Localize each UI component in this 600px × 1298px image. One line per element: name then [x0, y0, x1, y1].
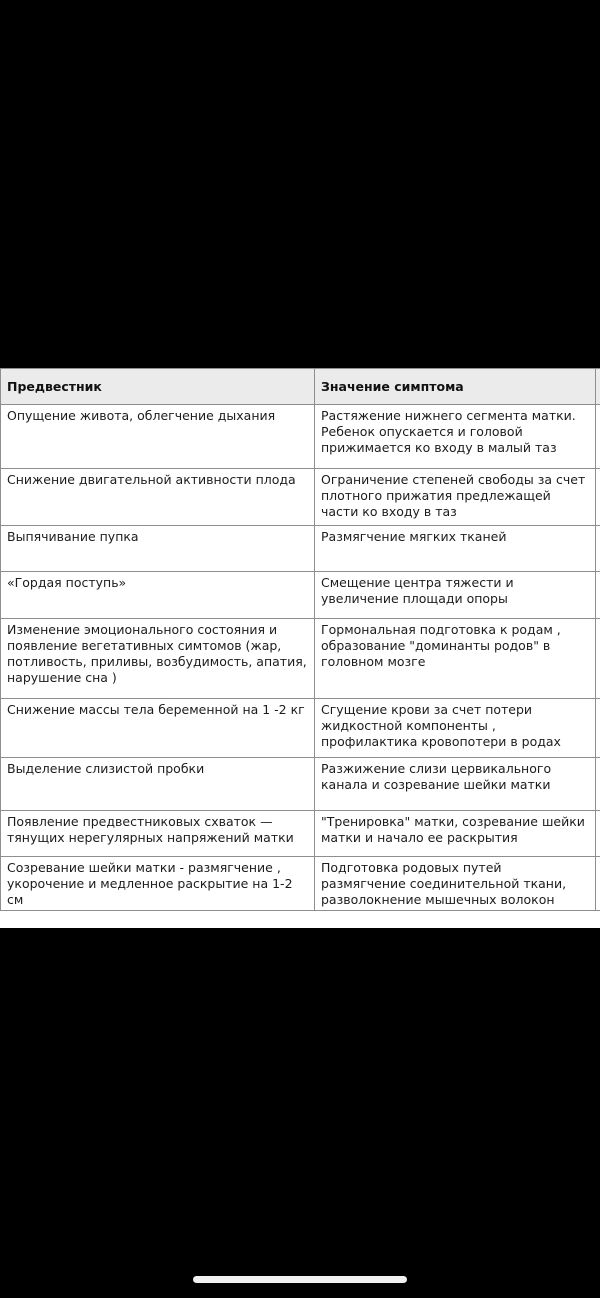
table-row [1, 758, 600, 811]
meaning-cell: Растяжение нижнего сегмента матки. Ребенок опускается и головой прижимается ко входу в малый таз [315, 405, 596, 469]
meaning-cell: Ограничение степеней свободы за счет плотного прижатия предлежащей части ко входу в таз [315, 469, 596, 526]
table-row [1, 857, 600, 911]
extra-cell-cut [596, 857, 600, 911]
meaning-cell: Разжижение слизи цервикального канала и созревание шейки матки [315, 758, 596, 811]
sign-cell: Изменение эмоционального состояния и появление вегетативных симтомов (жар, потливость, приливы, возбудимость, апатия, нарушение сна ) [1, 619, 315, 699]
sign-cell: Опущение живота, облегчение дыхания [1, 405, 315, 469]
sign-cell: Появление предвестниковых схваток — тянущих нерегулярных напряжений матки [1, 811, 315, 857]
sign-cell: «Гордая поступь» [1, 572, 315, 619]
table-row [1, 811, 600, 857]
extra-cell-cut [596, 526, 600, 572]
table-row [1, 572, 600, 619]
table-row [1, 405, 600, 469]
meaning-cell: "Тренировка" матки, созревание шейки матки и начало ее раскрытия [315, 811, 596, 857]
table-row [1, 526, 600, 572]
sign-cell: Выпячивание пупка [1, 526, 315, 572]
meaning-cell: Сгущение крови за счет потери жидкостной компоненты , профилактика кровопотери в родах [315, 699, 596, 758]
harbingers-table [0, 368, 600, 911]
header-sign: Предвестник [1, 369, 315, 405]
table-row [1, 699, 600, 758]
table-row [1, 619, 600, 699]
extra-cell-cut [596, 572, 600, 619]
extra-cell-cut [596, 619, 600, 699]
table-header-row [1, 369, 600, 405]
extra-cell-cut [596, 811, 600, 857]
extra-cell-cut [596, 405, 600, 469]
header-extra-cut [596, 369, 600, 405]
meaning-cell: Размягчение мягких тканей [315, 526, 596, 572]
extra-cell-cut [596, 758, 600, 811]
extra-cell-cut [596, 699, 600, 758]
meaning-cell: Смещение центра тяжести и увеличение площади опоры [315, 572, 596, 619]
header-meaning: Значение симптома [315, 369, 596, 405]
extra-cell-cut [596, 469, 600, 526]
sign-cell: Снижение двигательной активности плода [1, 469, 315, 526]
table-row [1, 469, 600, 526]
sign-cell: Выделение слизистой пробки [1, 758, 315, 811]
sign-cell: Снижение массы тела беременной на 1 -2 кг [1, 699, 315, 758]
meaning-cell: Гормональная подготовка к родам , образование "доминанты родов" в головном мозге [315, 619, 596, 699]
home-indicator-bar[interactable] [193, 1276, 407, 1283]
meaning-cell: Подготовка родовых путей размягчение соединительной ткани, разволокнение мышечных волокон [315, 857, 596, 911]
document-table-image [0, 368, 600, 928]
sign-cell: Созревание шейки матки - размягчение , укорочение и медленное раскрытие на 1-2 см [1, 857, 315, 911]
